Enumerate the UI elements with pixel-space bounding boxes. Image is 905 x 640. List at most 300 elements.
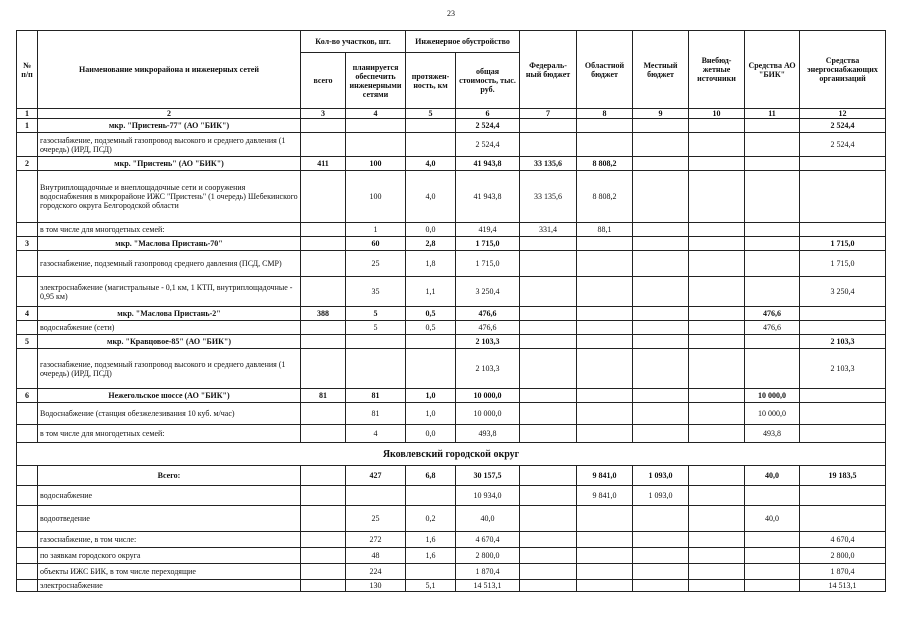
table-cell: 19 183,5 bbox=[800, 466, 886, 486]
cell-name: в том числе для многодетных семей: bbox=[38, 425, 301, 443]
table-cell bbox=[577, 119, 633, 133]
table-row bbox=[17, 277, 886, 307]
table-cell: 2 800,0 bbox=[800, 548, 886, 564]
header-plots-group: Кол-во участков, шт. bbox=[301, 31, 406, 53]
column-number: 6 bbox=[456, 109, 520, 119]
cell-name: электроснабжение bbox=[38, 580, 301, 592]
cell-name: газоснабжение, подземный газопровод высокого и среднего давления (1 очередь) (ИРД, ПСД) bbox=[38, 349, 301, 389]
table-cell bbox=[301, 335, 346, 349]
table-cell: 0,5 bbox=[406, 321, 456, 335]
table-cell: 1 870,4 bbox=[456, 564, 520, 580]
header-plots-total: всего bbox=[301, 53, 346, 109]
table-row bbox=[17, 119, 886, 133]
table-cell bbox=[406, 349, 456, 389]
table-cell: 1,1 bbox=[406, 277, 456, 307]
table-cell: 2 524,4 bbox=[800, 133, 886, 157]
table-row bbox=[17, 307, 886, 321]
table-cell bbox=[745, 171, 800, 223]
table-cell: 331,4 bbox=[520, 223, 577, 237]
table-cell bbox=[689, 403, 745, 425]
table-cell: 10 000,0 bbox=[745, 403, 800, 425]
table-cell bbox=[520, 466, 577, 486]
table-cell bbox=[633, 349, 689, 389]
column-number: 12 bbox=[800, 109, 886, 119]
table-cell: 40,0 bbox=[745, 466, 800, 486]
table-cell bbox=[17, 466, 38, 486]
table-cell bbox=[301, 171, 346, 223]
table-cell: 8 808,2 bbox=[577, 157, 633, 171]
table-row bbox=[17, 506, 886, 532]
table-cell bbox=[633, 506, 689, 532]
column-number: 3 bbox=[301, 109, 346, 119]
table-cell: 5 bbox=[17, 335, 38, 349]
table-cell bbox=[346, 486, 406, 506]
table-cell: 1,6 bbox=[406, 532, 456, 548]
column-number: 8 bbox=[577, 109, 633, 119]
table-cell bbox=[520, 580, 577, 592]
header-offbudget: Внебюд-жетные источники bbox=[689, 31, 745, 109]
table-cell bbox=[745, 349, 800, 389]
table-cell bbox=[689, 466, 745, 486]
table-row bbox=[17, 133, 886, 157]
table-cell: 476,6 bbox=[745, 321, 800, 335]
table-row bbox=[17, 486, 886, 506]
table-cell: 10 934,0 bbox=[456, 486, 520, 506]
table-cell bbox=[17, 223, 38, 237]
table-cell: 2 103,3 bbox=[456, 349, 520, 389]
table-cell: 2 103,3 bbox=[800, 349, 886, 389]
table-cell bbox=[689, 532, 745, 548]
cell-name: газоснабжение, подземный газопровод среднего давления (ПСД, СМР) bbox=[38, 251, 301, 277]
table-cell bbox=[17, 548, 38, 564]
table-cell bbox=[633, 133, 689, 157]
table-cell: 2,8 bbox=[406, 237, 456, 251]
table-cell bbox=[800, 486, 886, 506]
table-cell bbox=[17, 349, 38, 389]
header-federal: Федераль-ный бюджет bbox=[520, 31, 577, 109]
table-cell: 130 bbox=[346, 580, 406, 592]
table-cell: 2 103,3 bbox=[800, 335, 886, 349]
table-cell bbox=[520, 403, 577, 425]
table-cell: 0,5 bbox=[406, 307, 456, 321]
table-cell: 419,4 bbox=[456, 223, 520, 237]
table-cell bbox=[745, 580, 800, 592]
table-cell bbox=[346, 119, 406, 133]
table-cell bbox=[633, 171, 689, 223]
region-title: Яковлевский городской округ bbox=[17, 443, 886, 466]
table-cell: 40,0 bbox=[456, 506, 520, 532]
table-cell: 1,6 bbox=[406, 548, 456, 564]
table-cell bbox=[633, 237, 689, 251]
column-number-row bbox=[17, 109, 886, 119]
table-cell bbox=[406, 133, 456, 157]
table-cell bbox=[633, 389, 689, 403]
table-cell bbox=[577, 548, 633, 564]
table-cell bbox=[689, 486, 745, 506]
header-num: № п/п bbox=[17, 31, 38, 109]
table-cell bbox=[301, 486, 346, 506]
table-cell bbox=[301, 251, 346, 277]
table-cell bbox=[520, 307, 577, 321]
table-cell bbox=[800, 321, 886, 335]
table-cell bbox=[577, 307, 633, 321]
table-cell bbox=[520, 251, 577, 277]
financing-table bbox=[16, 30, 886, 592]
table-row bbox=[17, 564, 886, 580]
table-cell bbox=[301, 349, 346, 389]
table-cell: 25 bbox=[346, 251, 406, 277]
table-cell: 9 841,0 bbox=[577, 486, 633, 506]
table-cell: 5 bbox=[346, 307, 406, 321]
table-cell: 411 bbox=[301, 157, 346, 171]
table-row bbox=[17, 389, 886, 403]
table-cell: 10 000,0 bbox=[745, 389, 800, 403]
table-cell: 1 093,0 bbox=[633, 486, 689, 506]
header-plots-planned: планируется обеспечить инженерными сетями bbox=[346, 53, 406, 109]
table-cell bbox=[689, 307, 745, 321]
table-cell bbox=[577, 335, 633, 349]
table-cell bbox=[633, 548, 689, 564]
table-cell bbox=[745, 157, 800, 171]
table-cell: 493,8 bbox=[745, 425, 800, 443]
table-cell bbox=[689, 506, 745, 532]
table-cell: 0,0 bbox=[406, 223, 456, 237]
column-number: 1 bbox=[17, 109, 38, 119]
table-cell bbox=[17, 171, 38, 223]
table-cell bbox=[520, 335, 577, 349]
table-cell: 40,0 bbox=[745, 506, 800, 532]
table-row bbox=[17, 532, 886, 548]
table-cell bbox=[800, 506, 886, 532]
table-cell: 3 bbox=[17, 237, 38, 251]
cell-name: водоснабжение bbox=[38, 486, 301, 506]
table-cell bbox=[17, 251, 38, 277]
cell-name: электроснабжение (магистральные - 0,1 км, 1 КТП, внутриплощадочные - 0,95 км) bbox=[38, 277, 301, 307]
table-cell bbox=[406, 486, 456, 506]
table-cell bbox=[577, 506, 633, 532]
table-cell: 493,8 bbox=[456, 425, 520, 443]
table-cell bbox=[577, 321, 633, 335]
table-cell bbox=[301, 119, 346, 133]
cell-name: Внутриплощадочные и внеплощадочные сети и сооружения водоснабжения в микрорайоне ИЖС "Пристень" (1 очередь) Шебекинского городского округа Белгородской области bbox=[38, 171, 301, 223]
table-cell: 30 157,5 bbox=[456, 466, 520, 486]
header-local: Местный бюджет bbox=[633, 31, 689, 109]
table-cell: 476,6 bbox=[456, 307, 520, 321]
table-cell bbox=[745, 335, 800, 349]
cell-name: мкр. "Кравцовое-85" (АО "БИК") bbox=[38, 335, 301, 349]
table-cell bbox=[301, 223, 346, 237]
table-row bbox=[17, 425, 886, 443]
table-cell: 35 bbox=[346, 277, 406, 307]
table-cell bbox=[520, 532, 577, 548]
table-cell: 388 bbox=[301, 307, 346, 321]
table-row bbox=[17, 171, 886, 223]
table-cell: 224 bbox=[346, 564, 406, 580]
table-cell bbox=[633, 532, 689, 548]
cell-name: мкр. "Пристень-77" (АО "БИК") bbox=[38, 119, 301, 133]
table-cell: 88,1 bbox=[577, 223, 633, 237]
table-row bbox=[17, 466, 886, 486]
table-cell: 1 870,4 bbox=[800, 564, 886, 580]
table-cell: 2 524,4 bbox=[456, 119, 520, 133]
table-cell bbox=[689, 133, 745, 157]
table-cell bbox=[346, 349, 406, 389]
table-cell bbox=[17, 133, 38, 157]
table-cell bbox=[633, 335, 689, 349]
table-cell bbox=[745, 119, 800, 133]
table-cell bbox=[800, 307, 886, 321]
header-length: протяжен-ность, км bbox=[406, 53, 456, 109]
table-cell: 1 715,0 bbox=[456, 237, 520, 251]
table-cell: 81 bbox=[346, 403, 406, 425]
table-cell bbox=[301, 237, 346, 251]
table-cell bbox=[689, 335, 745, 349]
table-cell: 5,1 bbox=[406, 580, 456, 592]
table-cell: 1,8 bbox=[406, 251, 456, 277]
table-cell bbox=[745, 251, 800, 277]
cell-name: Всего: bbox=[38, 466, 301, 486]
table-cell: 6,8 bbox=[406, 466, 456, 486]
table-cell bbox=[577, 251, 633, 277]
table-cell bbox=[633, 119, 689, 133]
table-cell bbox=[745, 486, 800, 506]
table-cell: 10 000,0 bbox=[456, 403, 520, 425]
table-cell bbox=[633, 307, 689, 321]
table-cell: 1 bbox=[17, 119, 38, 133]
table-cell bbox=[577, 403, 633, 425]
table-cell bbox=[577, 389, 633, 403]
cell-name: по заявкам городского округа bbox=[38, 548, 301, 564]
table-cell: 4 bbox=[17, 307, 38, 321]
cell-name: Нежегольское шоссе (АО "БИК") bbox=[38, 389, 301, 403]
table-cell: 14 513,1 bbox=[456, 580, 520, 592]
table-cell bbox=[633, 157, 689, 171]
table-cell: 0,2 bbox=[406, 506, 456, 532]
table-cell bbox=[346, 335, 406, 349]
column-number: 11 bbox=[745, 109, 800, 119]
table-cell bbox=[520, 389, 577, 403]
cell-name: Водоснабжение (станция обезжелезивания 10 куб. м/час) bbox=[38, 403, 301, 425]
column-number: 4 bbox=[346, 109, 406, 119]
table-cell bbox=[301, 532, 346, 548]
table-cell bbox=[17, 321, 38, 335]
table-row bbox=[17, 321, 886, 335]
table-cell bbox=[745, 223, 800, 237]
table-row bbox=[17, 237, 886, 251]
cell-name: объекты ИЖС БИК, в том числе переходящие bbox=[38, 564, 301, 580]
table-cell bbox=[689, 171, 745, 223]
table-cell: 4 670,4 bbox=[456, 532, 520, 548]
table-cell bbox=[301, 321, 346, 335]
table-cell bbox=[577, 532, 633, 548]
table-cell bbox=[577, 580, 633, 592]
table-cell: 427 bbox=[346, 466, 406, 486]
table-cell: 1 bbox=[346, 223, 406, 237]
column-number: 7 bbox=[520, 109, 577, 119]
table-cell: 1,0 bbox=[406, 389, 456, 403]
table-cell bbox=[745, 277, 800, 307]
table-cell: 10 000,0 bbox=[456, 389, 520, 403]
header-name: Наименование микрорайона и инженерных сетей bbox=[38, 31, 301, 109]
table-cell bbox=[406, 335, 456, 349]
table-cell bbox=[520, 564, 577, 580]
table-cell: 6 bbox=[17, 389, 38, 403]
table-cell bbox=[17, 532, 38, 548]
table-cell bbox=[689, 157, 745, 171]
table-cell: 100 bbox=[346, 171, 406, 223]
table-cell bbox=[633, 321, 689, 335]
table-cell bbox=[346, 133, 406, 157]
table-cell bbox=[301, 133, 346, 157]
table-row bbox=[17, 251, 886, 277]
table-cell bbox=[301, 580, 346, 592]
table-cell bbox=[689, 389, 745, 403]
cell-name: газоснабжение, подземный газопровод высокого и среднего давления (1 очередь) (ИРД, ПСД) bbox=[38, 133, 301, 157]
column-number: 5 bbox=[406, 109, 456, 119]
table-cell bbox=[633, 277, 689, 307]
cell-name: в том числе для многодетных семей: bbox=[38, 223, 301, 237]
table-cell bbox=[301, 466, 346, 486]
table-cell bbox=[633, 425, 689, 443]
table-cell bbox=[520, 277, 577, 307]
table-cell bbox=[301, 506, 346, 532]
table-cell bbox=[745, 133, 800, 157]
header-regional: Областной бюджет bbox=[577, 31, 633, 109]
table-cell bbox=[633, 564, 689, 580]
table-cell: 1 093,0 bbox=[633, 466, 689, 486]
table-cell: 1 715,0 bbox=[800, 237, 886, 251]
table-cell bbox=[577, 349, 633, 389]
cell-name: водоснабжение (сети) bbox=[38, 321, 301, 335]
table-cell: 41 943,8 bbox=[456, 157, 520, 171]
table-row bbox=[17, 580, 886, 592]
table-cell bbox=[577, 133, 633, 157]
table-cell bbox=[17, 564, 38, 580]
table-cell bbox=[520, 119, 577, 133]
table-cell: 14 513,1 bbox=[800, 580, 886, 592]
table-cell bbox=[689, 251, 745, 277]
table-cell bbox=[745, 532, 800, 548]
table-cell: 4,0 bbox=[406, 157, 456, 171]
column-number: 10 bbox=[689, 109, 745, 119]
table-cell bbox=[633, 403, 689, 425]
table-cell: 4 670,4 bbox=[800, 532, 886, 548]
table-cell bbox=[520, 548, 577, 564]
table-cell bbox=[689, 321, 745, 335]
table-body-yakovlevsky bbox=[17, 466, 886, 592]
table-cell bbox=[301, 564, 346, 580]
table-cell bbox=[689, 580, 745, 592]
table-cell: 2 800,0 bbox=[456, 548, 520, 564]
cell-name: мкр. "Маслова Пристань-70" bbox=[38, 237, 301, 251]
table-cell: 81 bbox=[301, 389, 346, 403]
table-cell bbox=[800, 157, 886, 171]
table-cell bbox=[689, 277, 745, 307]
table-cell bbox=[745, 237, 800, 251]
table-cell bbox=[520, 486, 577, 506]
table-cell: 2 103,3 bbox=[456, 335, 520, 349]
table-body-shebekino bbox=[17, 119, 886, 443]
table-cell bbox=[17, 425, 38, 443]
table-cell: 60 bbox=[346, 237, 406, 251]
cell-name: мкр. "Пристень" (АО "БИК") bbox=[38, 157, 301, 171]
table-cell: 4,0 bbox=[406, 171, 456, 223]
table-cell: 3 250,4 bbox=[456, 277, 520, 307]
table-row bbox=[17, 349, 886, 389]
table-row bbox=[17, 157, 886, 171]
cell-name: мкр. "Маслова Пристань-2" bbox=[38, 307, 301, 321]
table-cell bbox=[520, 506, 577, 532]
table-cell bbox=[633, 580, 689, 592]
table-cell bbox=[745, 548, 800, 564]
table-cell bbox=[633, 251, 689, 277]
table-cell: 9 841,0 bbox=[577, 466, 633, 486]
table-cell bbox=[689, 564, 745, 580]
table-cell bbox=[689, 425, 745, 443]
table-cell: 476,6 bbox=[456, 321, 520, 335]
table-row bbox=[17, 335, 886, 349]
table-cell bbox=[800, 425, 886, 443]
table-cell bbox=[577, 277, 633, 307]
table-cell bbox=[689, 119, 745, 133]
table-cell: 2 524,4 bbox=[456, 133, 520, 157]
table-cell bbox=[633, 223, 689, 237]
table-cell bbox=[577, 425, 633, 443]
column-number: 9 bbox=[633, 109, 689, 119]
table-cell bbox=[520, 133, 577, 157]
header-bik: Средства АО "БИК" bbox=[745, 31, 800, 109]
table-cell bbox=[17, 403, 38, 425]
table-cell bbox=[689, 237, 745, 251]
table-cell bbox=[17, 277, 38, 307]
page-number: 23 bbox=[447, 9, 455, 18]
table-cell: 2 524,4 bbox=[800, 119, 886, 133]
table-cell: 0,0 bbox=[406, 425, 456, 443]
table-cell: 33 135,6 bbox=[520, 171, 577, 223]
column-number: 2 bbox=[38, 109, 301, 119]
table-cell: 476,6 bbox=[745, 307, 800, 321]
header-energy: Средства энергоснабжающих организаций bbox=[800, 31, 886, 109]
table-cell: 1,0 bbox=[406, 403, 456, 425]
table-cell bbox=[800, 389, 886, 403]
cell-name: водоотведение bbox=[38, 506, 301, 532]
table-row bbox=[17, 548, 886, 564]
table-cell bbox=[406, 564, 456, 580]
table-cell bbox=[520, 321, 577, 335]
table-cell bbox=[520, 425, 577, 443]
table-row bbox=[17, 403, 886, 425]
table-cell: 2 bbox=[17, 157, 38, 171]
table-cell: 5 bbox=[346, 321, 406, 335]
table-cell bbox=[301, 277, 346, 307]
table-cell bbox=[689, 548, 745, 564]
header-cost: общая стоимость, тыс. руб. bbox=[456, 53, 520, 109]
table-cell bbox=[689, 223, 745, 237]
table-cell bbox=[689, 349, 745, 389]
table-cell bbox=[800, 223, 886, 237]
table-cell bbox=[17, 486, 38, 506]
table-cell: 33 135,6 bbox=[520, 157, 577, 171]
table-cell bbox=[745, 564, 800, 580]
table-cell: 100 bbox=[346, 157, 406, 171]
table-cell bbox=[520, 237, 577, 251]
table-cell bbox=[577, 564, 633, 580]
table-cell: 1 715,0 bbox=[800, 251, 886, 277]
table-cell: 48 bbox=[346, 548, 406, 564]
table-cell bbox=[577, 237, 633, 251]
table-cell: 25 bbox=[346, 506, 406, 532]
table-cell: 3 250,4 bbox=[800, 277, 886, 307]
